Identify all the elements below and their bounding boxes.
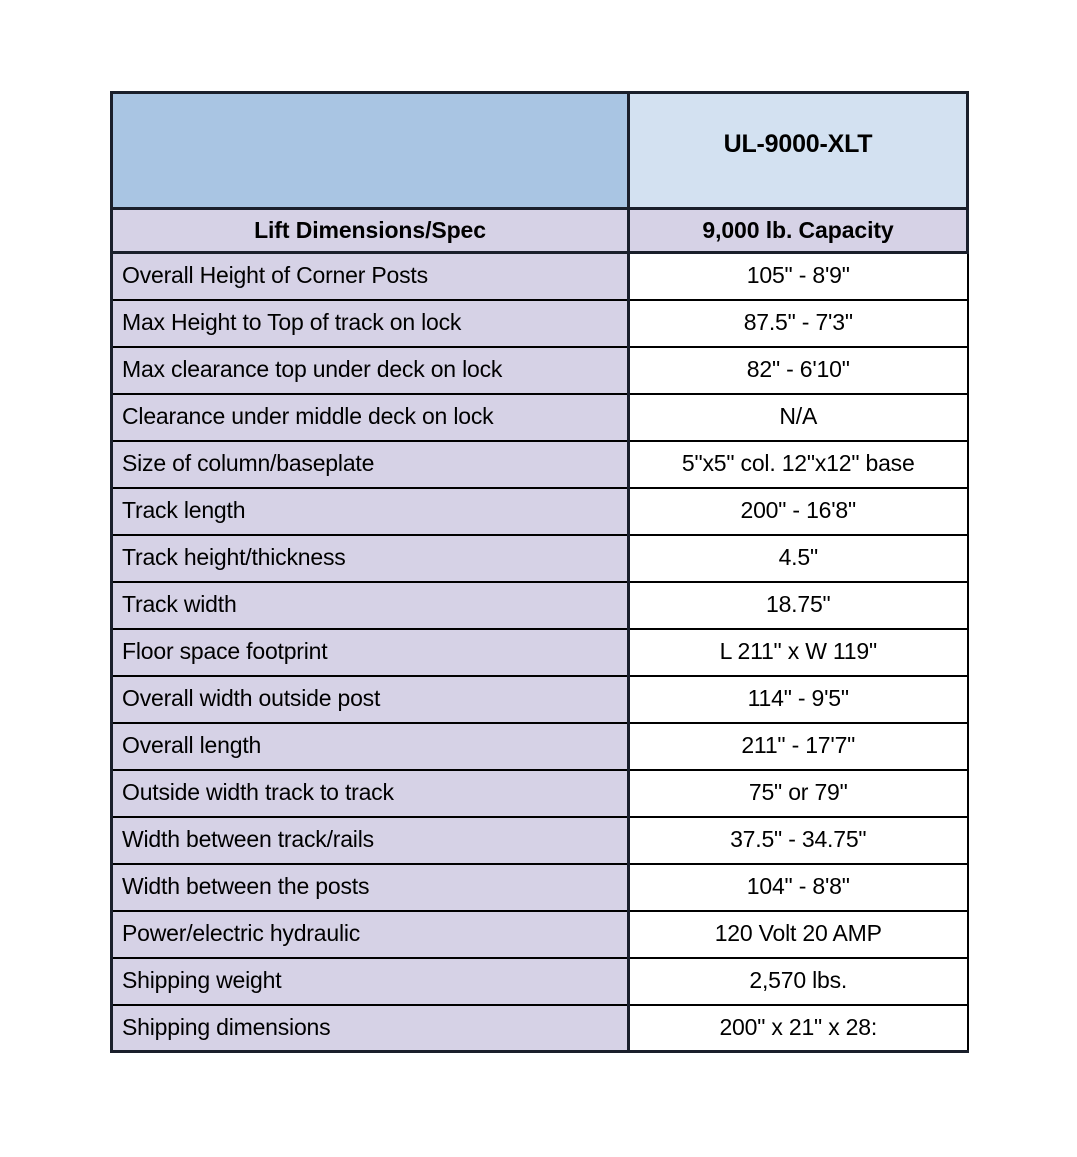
column-header-capacity <box>629 209 968 253</box>
table-row <box>112 535 968 582</box>
table-row <box>112 1005 968 1052</box>
table-row <box>112 441 968 488</box>
spec-value: 75" or 79" <box>748 779 848 805</box>
spec-label: Track length <box>122 497 246 523</box>
table-row <box>112 629 968 676</box>
table-subheader-row <box>112 209 968 253</box>
spec-label-cell <box>112 629 629 676</box>
spec-value-cell <box>629 488 968 535</box>
spec-label-cell <box>112 911 629 958</box>
spec-label-cell <box>112 488 629 535</box>
spec-label: Track width <box>122 591 237 617</box>
spec-label: Width between track/rails <box>122 826 374 852</box>
spec-value-cell <box>629 911 968 958</box>
table-row <box>112 582 968 629</box>
model-name-label: UL-9000-XLT <box>723 130 873 158</box>
spec-value-cell <box>629 582 968 629</box>
spec-value-cell <box>629 535 968 582</box>
spec-label-cell <box>112 347 629 394</box>
table-row <box>112 817 968 864</box>
spec-label-cell <box>112 582 629 629</box>
spec-value-cell <box>629 770 968 817</box>
spec-label-cell <box>112 394 629 441</box>
table-row <box>112 911 968 958</box>
table-row <box>112 300 968 347</box>
table-row <box>112 347 968 394</box>
spec-value-cell <box>629 864 968 911</box>
spec-label: Max clearance top under deck on lock <box>122 356 503 382</box>
spec-label-cell <box>112 1005 629 1052</box>
spec-value: 37.5" - 34.75" <box>730 826 867 852</box>
table-row <box>112 770 968 817</box>
spec-value: 200" x 21" x 28: <box>719 1013 878 1040</box>
spec-label: Overall Height of Corner Posts <box>122 262 428 289</box>
spec-label: Power/electric hydraulic <box>122 920 361 946</box>
table-row <box>112 864 968 911</box>
spec-label-cell <box>112 253 629 300</box>
table-row <box>112 723 968 770</box>
spec-value-cell <box>629 394 968 441</box>
spec-value: 211" - 17'7" <box>741 732 856 758</box>
spec-label: Max Height to Top of track on lock <box>122 309 462 335</box>
spec-value: 87.5" - 7'3" <box>743 309 853 335</box>
spec-label: Size of column/baseplate <box>122 450 375 476</box>
table-row <box>112 488 968 535</box>
spec-value-cell <box>629 300 968 347</box>
spec-label: Overall length <box>122 732 262 758</box>
spec-label: Track height/thickness <box>122 544 346 570</box>
spec-value: 120 Volt 20 AMP <box>714 920 882 946</box>
spec-value-cell <box>629 253 968 300</box>
table-row <box>112 958 968 1005</box>
spec-value-cell <box>629 347 968 394</box>
spec-label: Shipping weight <box>122 967 282 993</box>
column-header-capacity-label: 9,000 lb. Capacity <box>702 217 894 243</box>
table-header-band-row <box>112 93 968 209</box>
spec-label-cell <box>112 817 629 864</box>
table-row <box>112 253 968 300</box>
table-row <box>112 394 968 441</box>
spec-value-cell <box>629 676 968 723</box>
spec-value: 105" - 8'9" <box>746 262 850 289</box>
header-band-left-blank <box>112 93 629 209</box>
spec-value-cell <box>629 441 968 488</box>
spec-label: Outside width track to track <box>122 779 394 805</box>
spec-value: L 211" x W 119" <box>719 638 877 664</box>
spec-label: Floor space footprint <box>122 638 328 664</box>
table-row <box>112 676 968 723</box>
spec-label: Overall width outside post <box>122 685 381 711</box>
spec-value: 2,570 lbs. <box>749 967 848 993</box>
spec-value: 18.75" <box>765 591 831 617</box>
spec-label-cell <box>112 723 629 770</box>
spec-value-cell <box>629 1005 968 1052</box>
spec-value-cell <box>629 958 968 1005</box>
spec-label-cell <box>112 300 629 347</box>
lift-specification-table <box>110 91 969 1053</box>
spec-label-cell <box>112 864 629 911</box>
spec-label-cell <box>112 535 629 582</box>
column-header-dimensions <box>112 209 629 253</box>
spec-label: Clearance under middle deck on lock <box>122 403 494 429</box>
spec-label-cell <box>112 958 629 1005</box>
table-body <box>112 93 968 1052</box>
spec-value-cell <box>629 629 968 676</box>
spec-value: 4.5" <box>778 544 818 570</box>
spec-label-cell <box>112 770 629 817</box>
spec-value: 82" - 6'10" <box>746 356 850 382</box>
spec-value-cell <box>629 817 968 864</box>
spec-label-cell <box>112 441 629 488</box>
spec-value: 114" - 9'5" <box>747 685 849 711</box>
spec-value: 104" - 8'8" <box>746 873 850 899</box>
column-header-dimensions-label: Lift Dimensions/Spec <box>254 217 486 243</box>
spec-value: N/A <box>779 403 818 429</box>
spec-label: Shipping dimensions <box>122 1013 331 1040</box>
spec-label: Width between the posts <box>122 873 370 899</box>
spec-label-cell <box>112 676 629 723</box>
spec-value: 200" - 16'8" <box>740 497 856 523</box>
header-band-model-cell <box>629 93 968 209</box>
spec-value: 5"x5" col. 12"x12" base <box>681 450 915 476</box>
spec-value-cell <box>629 723 968 770</box>
